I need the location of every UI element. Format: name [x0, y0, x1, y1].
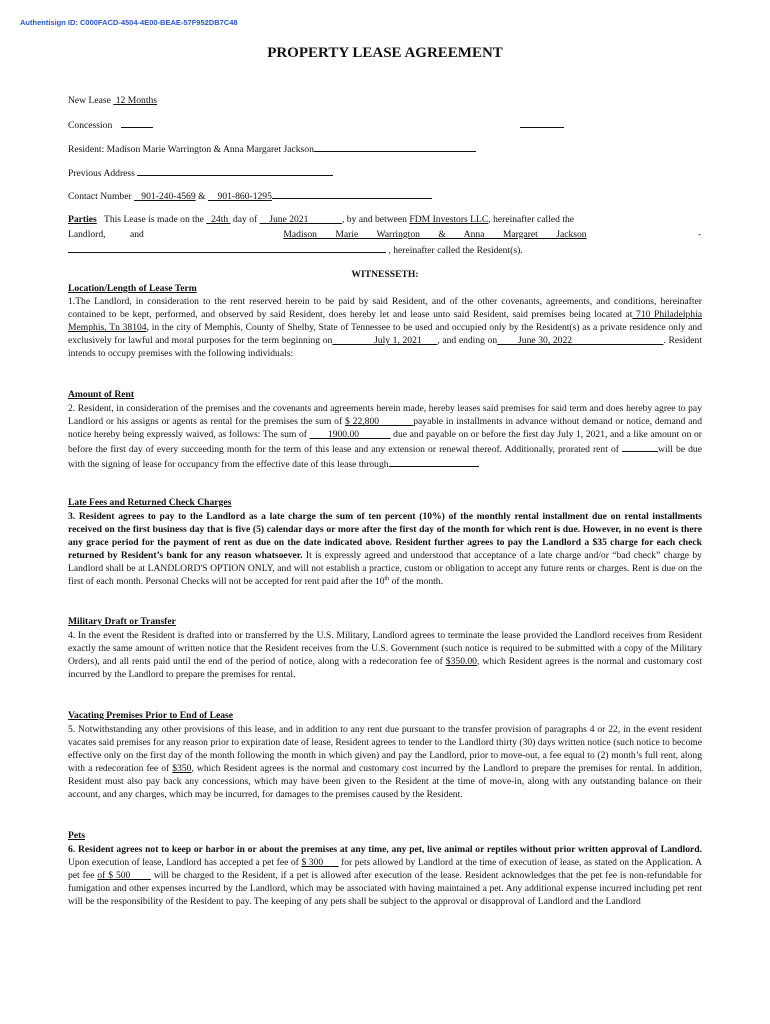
section-6-text: 6. Resident agrees not to keep or harbor in or about the premises at any time, any pet, live animal or reptiles without prior written approval of Landlord. Upon execution of lease, Landlord has accepted a pet fee of $ 300 for pets allowed by Landlord at the time of execution of lease, as stated on the Application. A pet fee of $ 500 will be charged to the Resident, if a pet is allowed after execution of the lease. Resident acknowledges that the pet fee is non-refundable for fumigation and other expenses incurred by the Landlord, which may be associated with having maintained a pet. Any additional expense incurred including pet rent will be the responsibility of the Resident to pay. The keeping of any pets shall be subject to the approval or disapproval of Landlord and the Landlord: [68, 844, 702, 907]
section-5-heading: Vacating Premises Prior to End of Lease: [68, 710, 234, 721]
resident-blank: [314, 141, 476, 152]
premises-address: 710 Philadelphia Memphis, Tn 38104: [68, 309, 703, 333]
concession-blank-right: [520, 117, 564, 128]
section-6-heading: Pets: [68, 830, 86, 841]
section-5-text: 5. Notwithstanding any other provisions of this lease, and in addition to any rent due pursuant to the transfer provision of paragraphs 4 or 22, in the event resident vacates said premises for any reason prior to expiration date of lease, Resident agrees to tender to the Landlord thirty (30) days written notice (such notice to become effective only on the first day of the month following the month in which given) and pay the Landlord, prior to move-out, a fee equal to (2) month’s full rent, along with a redecoration fee of $350, which Resident agrees is the normal and customary cost incurred by the Landlord to prepare the premises for rental. In addition, Resident must also pay back any concessions, which may have been given to the Resident at the time of move-in, along with any outstanding balance on their account, and any charges, which may be incurred, for damages to the premises caused by the Resident.: [68, 724, 702, 800]
authentisign-id: Authentisign ID: C000FACD-4504-4E00-BEAE-57F952DB7C48: [20, 18, 238, 27]
section-4-text: 4. In the event the Resident is drafted into or transferred by the U.S. Military, Landlord agrees to terminate the lease provided the Landlord receives from Resident exactly the same amount of written notice that the Resident receives from the U.S. Government (such notice is required to be submitted with a copy of the Military Orders), and all rents paid until the end of the period of notice, along with a redecoration fee of $350.00, which Resident agrees is the normal and customary cost incurred by the Landlord to prepare the premises for rental.: [68, 630, 702, 680]
section-2-heading: Amount of Rent: [68, 389, 135, 400]
military-redecoration-fee: $350.00: [445, 656, 477, 667]
contact-label: Contact Number: [68, 191, 132, 202]
contact-1: 901-240-4569: [141, 191, 196, 202]
contact-2: 901-860-1295: [217, 191, 272, 202]
section-2-text: 2. Resident, in consideration of the premises and the covenants and agreements herein made, hereby leases said premises for said term and does hereby agree to pay Landlord or his assigns or agents as rental for the premises the sum of $ 22,800 payable in installments in advance without demand or notice, demand and notice hereby being expressly waived, as follows: The sum of 1900.00 due and payable on or before the first day July 1, 2021, and a like amount on or before the first day of every succeeding month for the term of this lease and any extension or renewal thereof. Additionally, prorated rent of will be due with the signing of lease for occupancy from the effective date of this lease through: [68, 403, 702, 470]
new-lease-line: [68, 94, 702, 107]
document-title: PROPERTY LEASE AGREEMENT: [267, 45, 503, 61]
section-3-text: 3. Resident agrees to pay to the Landlord as a late charge the sum of ten percent (10%) of the monthly rental installment due on rental installments received on the first business day that is five (5) calendar days or more after the first day of the month for which rent is due. However, in no event is there any grace period for the payment of rent as due on the date indicated above. Resident further agrees to pay the Landlord a $35 charge for each check returned by Resident’s bank for any reason whatsoever. It is expressly agreed and understood that acceptance of a late charge and/or “bad check” charge by Landlord shall be at LANDLORD'S OPTION ONLY, and will not establish a practice, custom or obligation to accept any future rents or charges. Rent is due on the first of each month. Personal Checks will not be accepted for rent paid after the 10th of the month.: [68, 511, 702, 587]
concession-blank: [121, 117, 153, 128]
parties-line-3: [68, 242, 702, 257]
lease-start: July 1, 2021: [374, 335, 422, 346]
concession-label: Concession: [68, 120, 113, 131]
parties-and: and: [130, 229, 144, 240]
parties-line-1: [68, 213, 702, 226]
monthly-rent: 1900.00: [327, 429, 360, 440]
previous-address-blank: [137, 165, 333, 176]
witnesseth-heading: WITNESSETH:: [351, 269, 419, 280]
new-lease-value: 12 Months: [115, 95, 158, 106]
parties-line-2: [68, 228, 702, 241]
parties-text-e: , hereinafter called the Resident(s).: [388, 245, 523, 256]
lease-end: June 30, 2022: [518, 335, 573, 346]
section-3-heading: Late Fees and Returned Check Charges: [68, 497, 232, 508]
parties-dash: -: [698, 229, 702, 240]
concession-line: [68, 117, 702, 132]
pet-fee-after: of $ 500: [97, 870, 131, 881]
previous-address-line: [68, 165, 702, 180]
total-rent: $ 22,800: [345, 416, 380, 427]
previous-address-label: Previous Address: [68, 168, 135, 179]
parties-blank: [68, 242, 386, 253]
contact-blank: [272, 188, 432, 199]
contact-line: [68, 188, 702, 203]
parties-text-a: This Lease is made on the: [103, 214, 204, 225]
parties-text-b: day of: [232, 214, 258, 225]
parties-text-c: , by and between: [341, 214, 407, 225]
parties-heading: Parties: [68, 214, 97, 225]
contact-separator: &: [198, 191, 206, 202]
prorated-rent-blank: [622, 441, 658, 452]
landlord-name: FDM Investors LLC: [409, 214, 489, 225]
resident-label: Resident:: [68, 144, 105, 155]
resident-value: Madison Marie Warrington & Anna Margaret Jackson: [106, 144, 314, 155]
resident-line: [68, 141, 702, 156]
occupancy-through-blank: [389, 456, 479, 467]
section-1-heading: Location/Length of Lease Term: [68, 283, 197, 294]
new-lease-label: New Lease: [68, 95, 111, 106]
parties-residents: Madison Marie Warrington & Anna Margaret Jackson: [283, 229, 587, 240]
parties-text-d: , hereinafter called the: [488, 214, 575, 225]
parties-day: 24th: [211, 214, 229, 225]
section-1-text: 1.The Landlord, in consideration to the rent reserved herein to be paid by said Resident, and of the other covenants, agreements, and conditions, hereinafter contained to be kept, performed, and observed by said Resident, does hereby let and lease unto said Resident, said premises being located at 710 Philadelphia Memphis, Tn 38104, in the city of Memphis, County of Shelby, State of Tennessee to be used and occupied only by the Resident(s) as a private residence only and exclusively for lawful and moral purposes for the term beginning on July 1, 2021 , and ending on June 30, 2022 . Resident intends to occupy premises with the following individuals:: [68, 296, 703, 359]
vacating-redecoration-fee: $350: [172, 763, 192, 774]
landlord-label: Landlord,: [68, 229, 106, 240]
section-4-heading: Military Draft or Transfer: [68, 616, 176, 627]
pet-fee: $ 300: [301, 857, 324, 868]
parties-month-year: June 2021: [269, 214, 309, 225]
